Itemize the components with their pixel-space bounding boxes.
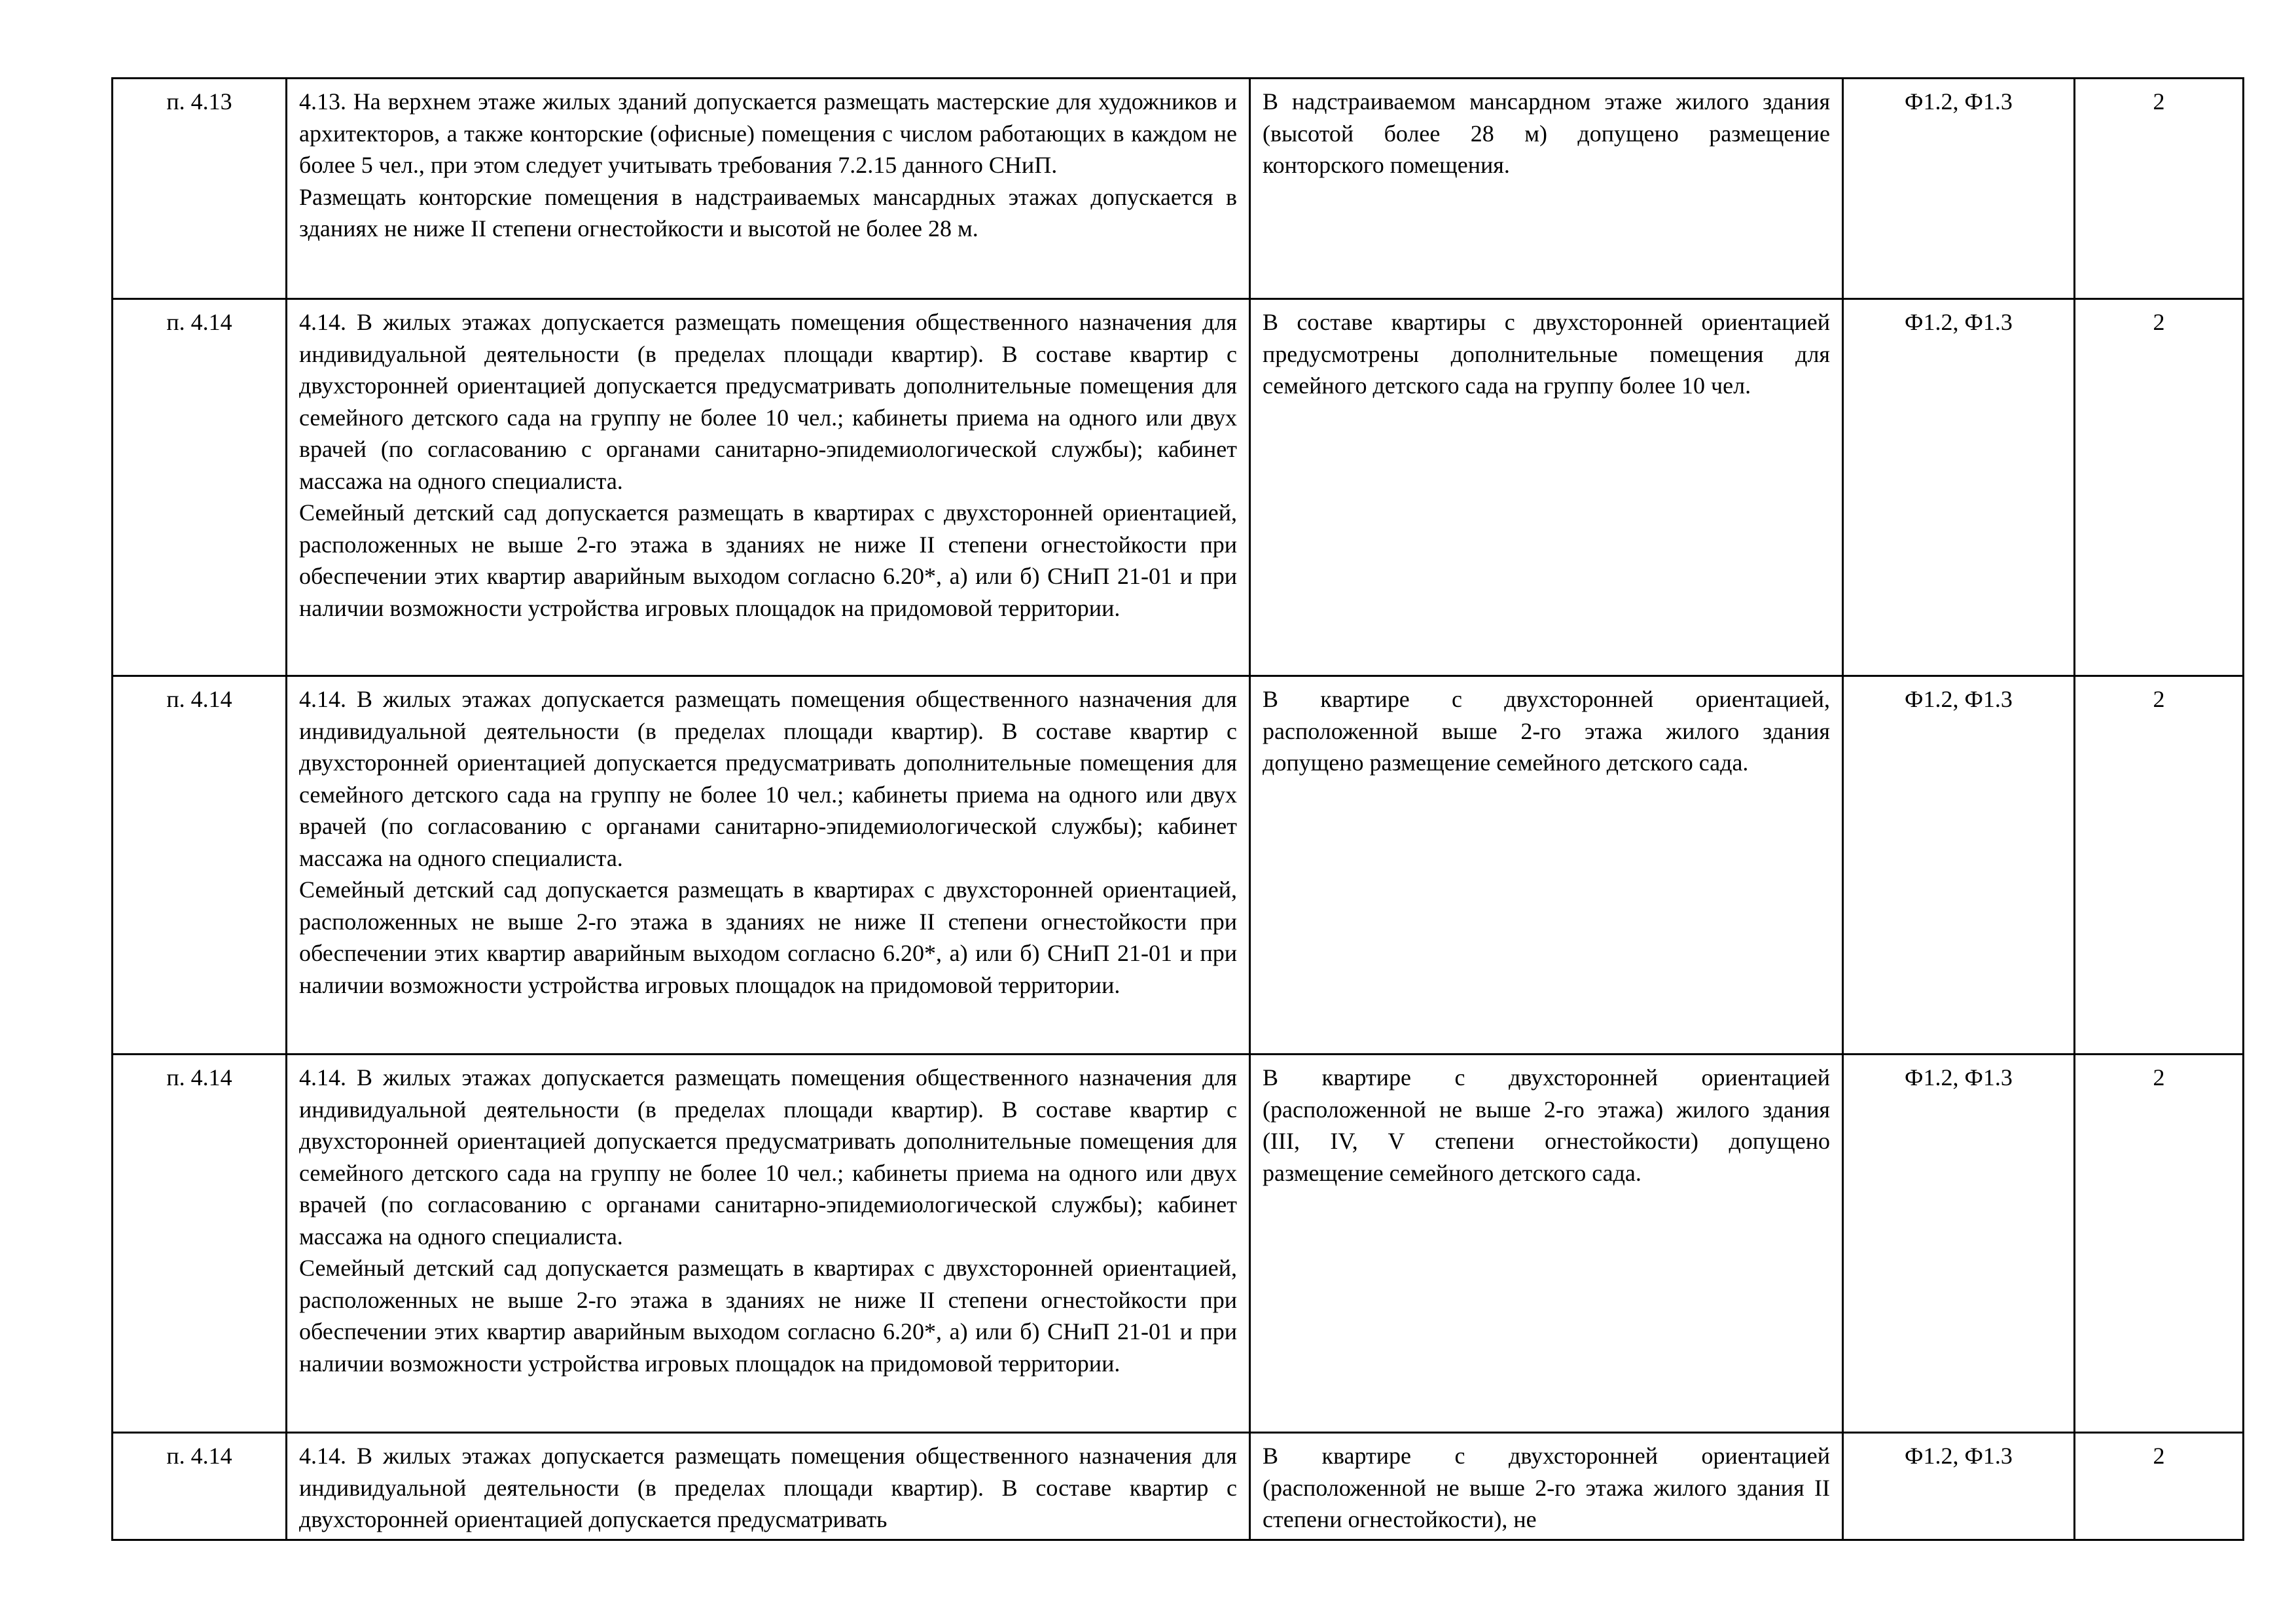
clause-reference-text: п. 4.14 [166, 1443, 232, 1469]
requirement-paragraph: Семейный детский сад допускается размещать в квартирах с двухсторонней ориентацией, расположенных не выше 2-го этажа в зданиях не ниже II степени огнестойкости при обеспечении этих квартир аварийным выходом согласно 6.20*, а) или б) СНиП 21-01 и при наличии возможности устройства игровых площадок на придомовой территории. [299, 876, 1237, 998]
table-row [113, 299, 2244, 676]
category-value [2075, 676, 2244, 1055]
deviation-text [1250, 1433, 1843, 1540]
deviation-paragraph: В квартире с двухсторонней ориентацией, расположенной выше 2-го этажа жилого здания допущено размещение семейного детского сада. [1263, 686, 1830, 776]
deviation-text [1250, 299, 1843, 676]
requirement-paragraph: 4.14. В жилых этажах допускается размещать помещения общественного назначения для индивидуальной деятельности (в пределах площади квартир). В составе квартир с двухсторонней ориентацией допускается предусматривать дополнительные помещения для семейного детского сада на группу не более 10 чел.; кабинеты приема на одного или двух врачей (по согласованию с органами санитарно-эпидемиологической службы); кабинет массажа на одного специалиста. [299, 1064, 1237, 1250]
clause-reference [113, 1433, 287, 1540]
table-row [113, 1055, 2244, 1433]
deviation-text [1250, 676, 1843, 1055]
requirement-paragraph: 4.14. В жилых этажах допускается размещать помещения общественного назначения для индивидуальной деятельности (в пределах площади квартир). В составе квартир с двухсторонней ориентацией допускается предусматривать дополнительные помещения для семейного детского сада на группу не более 10 чел.; кабинеты приема на одного или двух врачей (по согласованию с органами санитарно-эпидемиологической службы); кабинет массажа на одного специалиста. [299, 309, 1237, 494]
requirement-paragraph: 4.14. В жилых этажах допускается размещать помещения общественного назначения для индивидуальной деятельности (в пределах площади квартир). В составе квартир с двухсторонней ориентацией допускается предусматривать дополнительные помещения для семейного детского сада на группу не более 10 чел.; кабинеты приема на одного или двух врачей (по согласованию с органами санитарно-эпидемиологической службы); кабинет массажа на одного специалиста. [299, 686, 1237, 871]
clause-reference-text: п. 4.14 [166, 686, 232, 712]
functional-class-text: Ф1.2, Ф1.3 [1905, 686, 2013, 712]
requirement-text [287, 1433, 1250, 1540]
functional-class-text: Ф1.2, Ф1.3 [1905, 309, 2013, 335]
functional-class [1843, 676, 2075, 1055]
clause-reference [113, 299, 287, 676]
clause-reference-text: п. 4.13 [166, 88, 232, 115]
clause-reference [113, 676, 287, 1055]
category-value [2075, 79, 2244, 299]
requirement-paragraph: 4.13. На верхнем этаже жилых зданий допускается размещать мастерские для художников и архитекторов, а также конторские (офисные) помещения с числом работающих в каждом не более 5 чел., при этом следует учитывать требования 7.2.15 данного СНиП. [299, 88, 1237, 178]
deviation-text [1250, 79, 1843, 299]
category-text: 2 [2153, 88, 2165, 115]
category-value [2075, 299, 2244, 676]
clause-reference-text: п. 4.14 [166, 309, 232, 335]
functional-class [1843, 79, 2075, 299]
requirement-paragraph: Размещать конторские помещения в надстраиваемых мансардных этажах допускается в зданиях не ниже II степени огнестойкости и высотой не более 28 м. [299, 183, 1237, 242]
deviation-paragraph: В квартире с двухсторонней ориентацией (расположенной не выше 2-го этажа жилого здания II степени огнестойкости), не [1263, 1443, 1830, 1532]
requirement-text [287, 299, 1250, 676]
functional-class [1843, 1055, 2075, 1433]
deviation-text [1250, 1055, 1843, 1433]
requirement-paragraph: Семейный детский сад допускается размещать в квартирах с двухсторонней ориентацией, расположенных не выше 2-го этажа в зданиях не ниже II степени огнестойкости при обеспечении этих квартир аварийным выходом согласно 6.20*, а) или б) СНиП 21-01 и при наличии возможности устройства игровых площадок на придомовой территории. [299, 1255, 1237, 1377]
table-row [113, 676, 2244, 1055]
clause-reference [113, 1055, 287, 1433]
deviation-paragraph: В надстраиваемом мансардном этаже жилого здания (высотой более 28 м) допущено размещение конторского помещения. [1263, 88, 1830, 178]
requirement-text [287, 79, 1250, 299]
deviation-paragraph: В квартире с двухсторонней ориентацией (расположенной не выше 2-го этажа) жилого здания (III, IV, V степени огнестойкости) допущено размещение семейного детского сада. [1263, 1064, 1830, 1186]
requirement-paragraph: 4.14. В жилых этажах допускается размещать помещения общественного назначения для индивидуальной деятельности (в пределах площади квартир). В составе квартир с двухсторонней ориентацией допускается предусматривать [299, 1443, 1237, 1532]
clause-reference-text: п. 4.14 [166, 1064, 232, 1091]
clause-reference [113, 79, 287, 299]
category-text: 2 [2153, 309, 2165, 335]
table-row [113, 79, 2244, 299]
requirements-table [111, 77, 2244, 1541]
functional-class-text: Ф1.2, Ф1.3 [1905, 1064, 2013, 1091]
category-text: 2 [2153, 1064, 2165, 1091]
requirement-paragraph: Семейный детский сад допускается размещать в квартирах с двухсторонней ориентацией, расположенных не выше 2-го этажа в зданиях не ниже II степени огнестойкости при обеспечении этих квартир аварийным выходом согласно 6.20*, а) или б) СНиП 21-01 и при наличии возможности устройства игровых площадок на придомовой территории. [299, 499, 1237, 621]
functional-class [1843, 1433, 2075, 1540]
requirement-text [287, 676, 1250, 1055]
category-value [2075, 1433, 2244, 1540]
category-value [2075, 1055, 2244, 1433]
functional-class-text: Ф1.2, Ф1.3 [1905, 88, 2013, 115]
requirement-text [287, 1055, 1250, 1433]
functional-class-text: Ф1.2, Ф1.3 [1905, 1443, 2013, 1469]
deviation-paragraph: В составе квартиры с двухсторонней ориентацией предусмотрены дополнительные помещения для семейного детского сада на группу более 10 чел. [1263, 309, 1830, 399]
table-row [113, 1433, 2244, 1540]
functional-class [1843, 299, 2075, 676]
category-text: 2 [2153, 1443, 2165, 1469]
category-text: 2 [2153, 686, 2165, 712]
